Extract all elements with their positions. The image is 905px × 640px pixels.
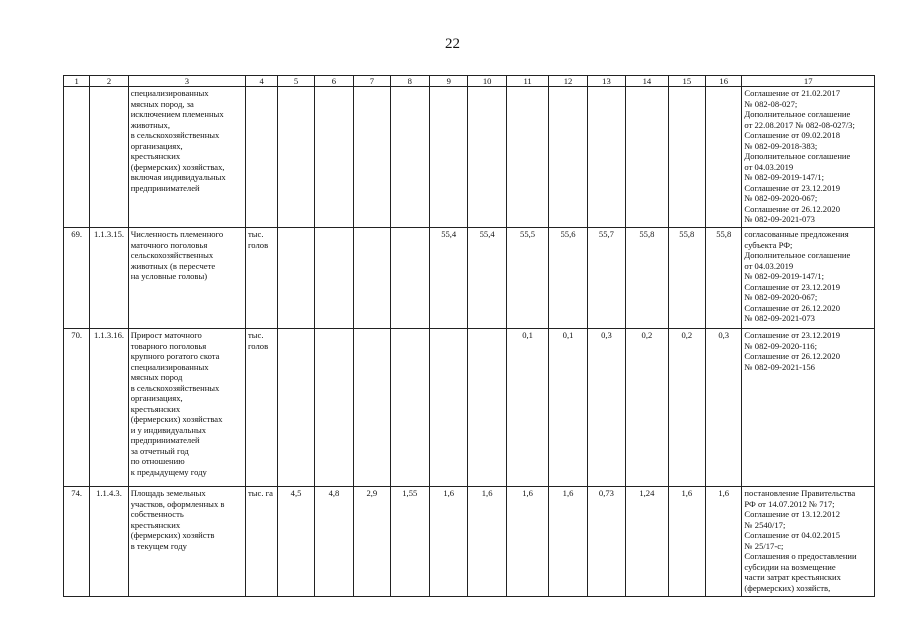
table-row: [64, 87, 875, 228]
indicators-table: [63, 75, 875, 597]
table-row: [64, 487, 875, 597]
value-cell: [314, 228, 353, 329]
row-description: Прирост маточного товарного поголовья крупного рогатого скота специализированных мясных пород в сельскохозяйственных организациях, крестьянских (фермерских) хозяйствах и у индивидуальных предпринимателей за отчетный год по отношению к предыдущему году: [128, 329, 245, 487]
value-cell: [587, 87, 625, 228]
value-cell: [390, 87, 429, 228]
value-cell: [314, 329, 353, 487]
header-cell: 17: [742, 76, 875, 87]
page-number: 22: [445, 36, 460, 52]
header-cell: 11: [506, 76, 548, 87]
header-cell: 5: [278, 76, 314, 87]
value-cell: [668, 87, 705, 228]
value-cell: 1,55: [390, 487, 429, 597]
value-cell: [468, 329, 506, 487]
row-code: 1.1.3.15.: [90, 228, 128, 329]
value-cell: 0,1: [506, 329, 548, 487]
value-cell: 1,24: [626, 487, 668, 597]
value-cell: 55,8: [706, 228, 742, 329]
value-cell: [390, 329, 429, 487]
header-cell: 16: [706, 76, 742, 87]
value-cell: 0,1: [549, 329, 587, 487]
value-cell: 1,6: [549, 487, 587, 597]
header-cell: 7: [354, 76, 390, 87]
table-row: [64, 329, 875, 487]
value-cell: [430, 87, 468, 228]
row-code: [90, 87, 128, 228]
value-cell: [314, 87, 353, 228]
value-cell: 4,5: [278, 487, 314, 597]
value-cell: [278, 329, 314, 487]
value-cell: [549, 87, 587, 228]
value-cell: [468, 87, 506, 228]
row-source: согласованные предложения субъекта РФ; Дополнительное соглашение от 04.03.2019 № 082-09-2019-147/1; Соглашение от 23.12.2019 № 082-09-2020-067; Соглашение от 26.12.2020 № 082-09-2021-073: [742, 228, 875, 329]
row-source: Соглашение от 21.02.2017 № 082-08-027; Дополнительное соглашение от 22.08.2017 № 082-08-027/3; Соглашение от 09.02.2018 № 082-09-2018-383; Дополнительное соглашение от 04.03.2019 № 082-09-2019-147/1; Соглашение от 23.12.2019 № 082-09-2020-067; Соглашение от 26.12.2020 № 082-09-2021-073: [742, 87, 875, 228]
value-cell: 55,7: [587, 228, 625, 329]
value-cell: 55,8: [668, 228, 705, 329]
row-unit: [246, 87, 278, 228]
row-number: 69.: [64, 228, 90, 329]
value-cell: [278, 87, 314, 228]
value-cell: [354, 87, 390, 228]
value-cell: 1,6: [430, 487, 468, 597]
row-description: Площадь земельных участков, оформленных в собственность крестьянских (фермерских) хозяйств в текущем году: [128, 487, 245, 597]
header-cell: 13: [587, 76, 625, 87]
value-cell: 2,9: [354, 487, 390, 597]
header-cell: 4: [246, 76, 278, 87]
header-cell: 1: [64, 76, 90, 87]
value-cell: [506, 87, 548, 228]
value-cell: 0,2: [626, 329, 668, 487]
value-cell: 1,6: [468, 487, 506, 597]
header-cell: 6: [314, 76, 353, 87]
header-cell: 12: [549, 76, 587, 87]
value-cell: 55,4: [430, 228, 468, 329]
value-cell: 1,6: [668, 487, 705, 597]
value-cell: [706, 87, 742, 228]
row-unit: тыс. голов: [246, 228, 278, 329]
header-cell: 10: [468, 76, 506, 87]
row-source: Соглашение от 23.12.2019 № 082-09-2020-116; Соглашение от 26.12.2020 № 082-09-2021-156: [742, 329, 875, 487]
row-code: 1.1.3.16.: [90, 329, 128, 487]
value-cell: 55,5: [506, 228, 548, 329]
header-cell: 9: [430, 76, 468, 87]
value-cell: [390, 228, 429, 329]
value-cell: 4,8: [314, 487, 353, 597]
header-cell: 2: [90, 76, 128, 87]
value-cell: 55,8: [626, 228, 668, 329]
value-cell: [354, 228, 390, 329]
row-number: 74.: [64, 487, 90, 597]
header-cell: 14: [626, 76, 668, 87]
value-cell: 0,2: [668, 329, 705, 487]
row-description: Численность племенного маточного поголовья сельскохозяйственных животных (в пересчете на условные головы): [128, 228, 245, 329]
value-cell: 0,3: [587, 329, 625, 487]
table-row: [64, 228, 875, 329]
value-cell: 0,3: [706, 329, 742, 487]
value-cell: 0,73: [587, 487, 625, 597]
header-cell: 3: [128, 76, 245, 87]
row-code: 1.1.4.3.: [90, 487, 128, 597]
row-unit: тыс. га: [246, 487, 278, 597]
row-number: [64, 87, 90, 228]
value-cell: 55,4: [468, 228, 506, 329]
row-source: постановление Правительства РФ от 14.07.2012 № 717; Соглашение от 13.12.2012 № 2540/17; Соглашение от 04.02.2015 № 25/17-с; Соглашения о предоставлении субсидии на возмещение части затрат крестьянских (фермерских) хозяйств,: [742, 487, 875, 597]
row-unit: тыс. голов: [246, 329, 278, 487]
row-number: 70.: [64, 329, 90, 487]
value-cell: [354, 329, 390, 487]
row-description: специализированных мясных пород, за исключением племенных животных, в сельскохозяйственных организациях, крестьянских (фермерских) хозяйствах, включая индивидуальных предпринимателей: [128, 87, 245, 228]
value-cell: [430, 329, 468, 487]
header-cell: 15: [668, 76, 705, 87]
value-cell: 1,6: [506, 487, 548, 597]
value-cell: [626, 87, 668, 228]
header-row: [64, 76, 875, 87]
value-cell: 1,6: [706, 487, 742, 597]
header-cell: 8: [390, 76, 429, 87]
value-cell: [278, 228, 314, 329]
value-cell: 55,6: [549, 228, 587, 329]
